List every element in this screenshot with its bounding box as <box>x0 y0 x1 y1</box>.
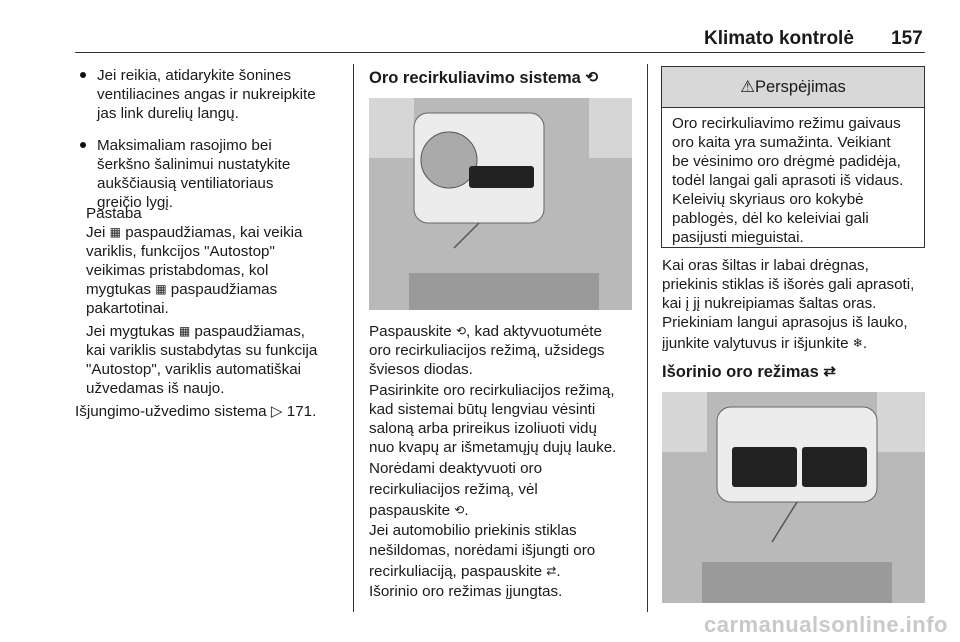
bullet-icon <box>80 72 86 78</box>
text-line: nešildomas, norėdami išjungti oro <box>369 542 596 559</box>
paragraph <box>369 322 605 379</box>
column-divider <box>353 64 354 612</box>
text-line: šviesos diodas. <box>369 361 473 378</box>
cross-reference[interactable] <box>75 402 316 421</box>
bullet-paragraph <box>97 66 316 123</box>
text-line: Pasirinkite oro recirkuliacijos režimą, <box>369 382 615 399</box>
outside-air-icon: ⇄ <box>546 564 557 578</box>
text-line: pakartotinai. <box>86 300 169 317</box>
paragraph <box>369 459 542 522</box>
text-line: jas link durelių langų. <box>97 105 239 122</box>
text-line: todėl langai gali aprasoti iš vidaus. <box>672 172 904 189</box>
outside-air-button-illustration <box>662 392 925 603</box>
section-heading <box>369 68 598 88</box>
bullet-icon <box>80 142 86 148</box>
text: . <box>862 335 868 352</box>
bullet-paragraph <box>97 136 290 212</box>
text-line: Keleivių skyriaus oro kokybė <box>672 191 864 208</box>
text-line: oro kaita yra sumažinta. Veikiant <box>672 134 891 151</box>
text-line: Kai oras šiltas ir labai drėgnas, <box>662 257 869 274</box>
paragraph <box>369 381 616 457</box>
text: Jei mygtukas <box>86 323 179 340</box>
warning-header <box>662 67 924 108</box>
text-line: priekinis stiklas iš išorės gali aprasoti, <box>662 276 915 293</box>
text-line: Maksimaliam rasojimo bei <box>97 137 272 154</box>
text-line: veikimas pristabdomas, kol <box>86 262 269 279</box>
text-line: Priekiniam langui aprasojus iš lauko, <box>662 314 908 331</box>
text-line: kai variklis sustabdytas su funkcija <box>86 342 318 359</box>
text-line: kad sistemai būtų lengviau vėsinti <box>369 401 596 418</box>
text-line: pablogės, dėl ko keleiviai gali <box>672 210 869 227</box>
front-defrost-icon: ▦ <box>178 324 191 338</box>
recirculation-icon: ⟲ <box>585 69 599 86</box>
text-line: Jei automobilio priekinis stiklas <box>369 522 577 539</box>
paragraph <box>369 521 595 602</box>
text: paspaudžiamas, <box>190 323 306 340</box>
text: , kad aktyvuotumėte <box>466 323 602 340</box>
text-line: Norėdami deaktyvuoti oro <box>369 460 543 477</box>
text-line: oro recirkuliacijos režimą, užsidegs <box>369 342 605 359</box>
text-line: pasijusti mieguistai. <box>672 229 804 246</box>
text-line: greičio lygį. <box>97 194 173 211</box>
text: 171. <box>286 403 317 420</box>
text: recirkuliaciją, paspauskite <box>369 563 547 580</box>
text-line: kai į jį nukreipiamas šaltas oras. <box>662 295 877 312</box>
text-line: Išorinio oro režimas įjungtas. <box>369 583 563 600</box>
text-line: Oro recirkuliavimo režimu gaivaus <box>672 115 901 132</box>
text: paspauskite <box>369 502 455 519</box>
text-line: užvedamas iš naujo. <box>86 380 225 397</box>
text-line: saloną arba prireikus izoliuoti vidų <box>369 420 597 437</box>
note <box>86 204 303 318</box>
text: paspaudžiamas <box>166 281 278 298</box>
front-defrost-icon: ▦ <box>155 282 167 296</box>
text: . <box>556 563 561 580</box>
note-title: Pastaba <box>86 205 142 222</box>
text-line: ventiliacines angas ir nukreipkite <box>97 86 316 103</box>
text: įjunkite valytuvus ir išjunkite <box>662 335 853 352</box>
text-line: šerkšno šalinimui nustatykite <box>97 156 291 173</box>
note-paragraph <box>86 322 317 398</box>
text-line: nuo kvapų ar išmetamųjų dujų lauke. <box>369 439 617 456</box>
section-heading <box>662 362 836 382</box>
text: Išjungimo-užvedimo sistema <box>75 403 267 420</box>
text: paspaudžiamas, kai veikia <box>120 224 303 241</box>
page-header-title: Klimato kontrolė <box>704 28 854 49</box>
text: Jei <box>86 224 110 241</box>
text-line: be vėsinimo oro drėgmė padidėja, <box>672 153 901 170</box>
watermark: carmanualsonline.info <box>704 612 948 637</box>
warning-box <box>661 66 925 248</box>
warning-title: Perspėjimas <box>755 78 846 96</box>
text: Išorinio oro režimas <box>662 363 819 381</box>
dashboard-illustration <box>662 392 925 603</box>
dashboard-illustration <box>369 98 632 310</box>
recirculation-icon: ⟲ <box>454 503 465 517</box>
text-line: Jei reikia, atidarykite šonines <box>97 67 292 84</box>
text: . <box>464 502 469 519</box>
text: Paspauskite <box>369 323 456 340</box>
column-divider <box>647 64 648 612</box>
text: mygtukas <box>86 281 156 298</box>
warning-text <box>672 114 903 247</box>
text-line: aukščiausią ventiliatoriaus <box>97 175 274 192</box>
header-rule <box>75 52 925 53</box>
text-line: recirkuliacijos režimą, vėl <box>369 480 538 498</box>
outside-air-icon: ⇄ <box>823 363 836 380</box>
warning-triangle-icon: ⚠ <box>740 78 755 96</box>
paragraph <box>662 256 914 355</box>
text-line: "Autostop", variklis automatiškai <box>86 361 302 378</box>
front-defrost-icon: ▦ <box>109 225 121 239</box>
text-line: variklis, funkcijos "Autostop" <box>86 243 275 260</box>
text: Oro recirkuliavimo sistema <box>369 69 581 87</box>
page-number: 157 <box>891 28 923 49</box>
air-conditioning-icon: ❄ <box>852 336 863 350</box>
recirculation-button-illustration <box>369 98 632 310</box>
recirculation-icon: ⟲ <box>455 324 467 338</box>
reference-arrow-icon: ▷ <box>270 403 283 420</box>
